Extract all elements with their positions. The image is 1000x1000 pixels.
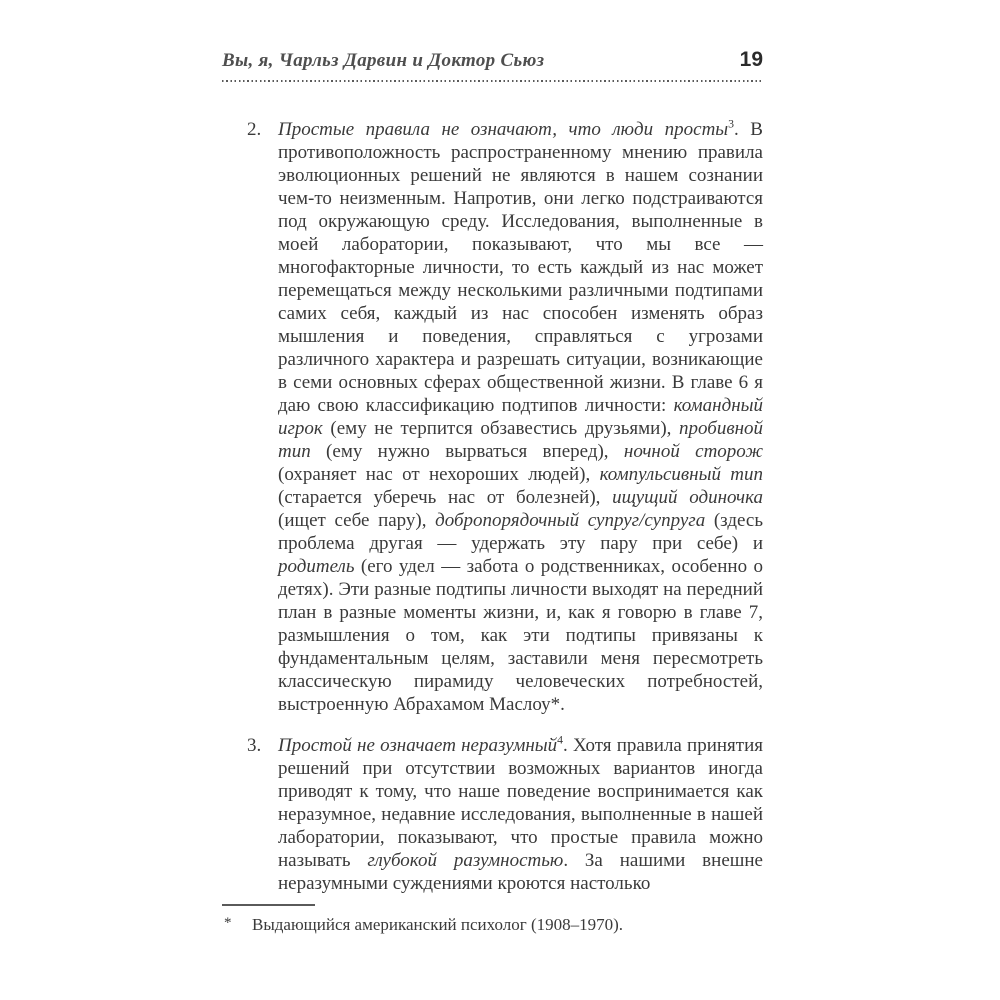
item-number: 2. — [247, 119, 262, 140]
list-item — [222, 118, 763, 716]
footnote-marker: * — [224, 915, 232, 931]
footnote-section — [222, 904, 763, 935]
item-text: Простые правила не означают, что люди просты$^3$. В противоположность распространенному мнению правила эволюционных решений не являются в нашем сознании чем-то неизменным. Напротив, они легко подстраиваются под окружающую среду. Исследования, выполненные в моей лаборатории, показывают, что мы все — многофакторные личности, то есть каждый из нас может перемещаться между несколькими различными подтипами самих себя, каждый из нас способен изменять образ мышления и поведения, справляться с угрозами различного характера и разрешать ситуации, возникающие в семи основных сферах общественной жизни. В главе 6 я даю свою классификацию подтипов личности: командный игрок (ему не терпится обзавестись друзьями), пробивной тип (ему нужно вырваться вперед), ночной сторож (охраняет нас от нехороших людей), компульсивный тип (старается уберечь нас от болезней), ищущий одиночка (ищет себе пару), добропорядочный супруг/супруга (здесь проблема другая — удержать эту пару при себе) и родитель (его удел — забота о родственниках, особенно о детях). Эти разные подтипы личности выходят на передний план в разные моменты жизни, и, как я говорю в главе 7, размышления о том, как эти подтипы привязаны к фундаментальным целям, заставили меня пересмотреть классическую пирамиду человеческих потребностей, выстроенную Абрахамом Маслоу*. — [278, 117, 763, 715]
running-title: Вы, я, Чарльз Дарвин и Доктор Сьюз — [222, 50, 545, 71]
numbered-list — [222, 118, 763, 895]
item-text: Простой не означает неразумный$^4$. Хотя правила принятия решений при отсутствии возможных вариантов иногда приводят к тому, что наше поведение воспринимается как неразумное, недавние исследования, выполненные в нашей лаборатории, показывают, что простые правила можно называть глубокой разумностью. За нашими внешне неразумными суждениями кроются настолько — [278, 733, 763, 894]
running-header — [222, 48, 763, 72]
list-item — [222, 734, 763, 895]
footnote-text: Выдающийся американский психолог (1908–1970). — [252, 915, 624, 934]
page-number: 19 — [739, 48, 763, 71]
footnote-rule — [222, 904, 315, 906]
footnote-line — [222, 914, 763, 935]
header-dotted-rule — [222, 80, 763, 82]
item-number: 3. — [247, 735, 262, 756]
page-body — [222, 118, 763, 895]
